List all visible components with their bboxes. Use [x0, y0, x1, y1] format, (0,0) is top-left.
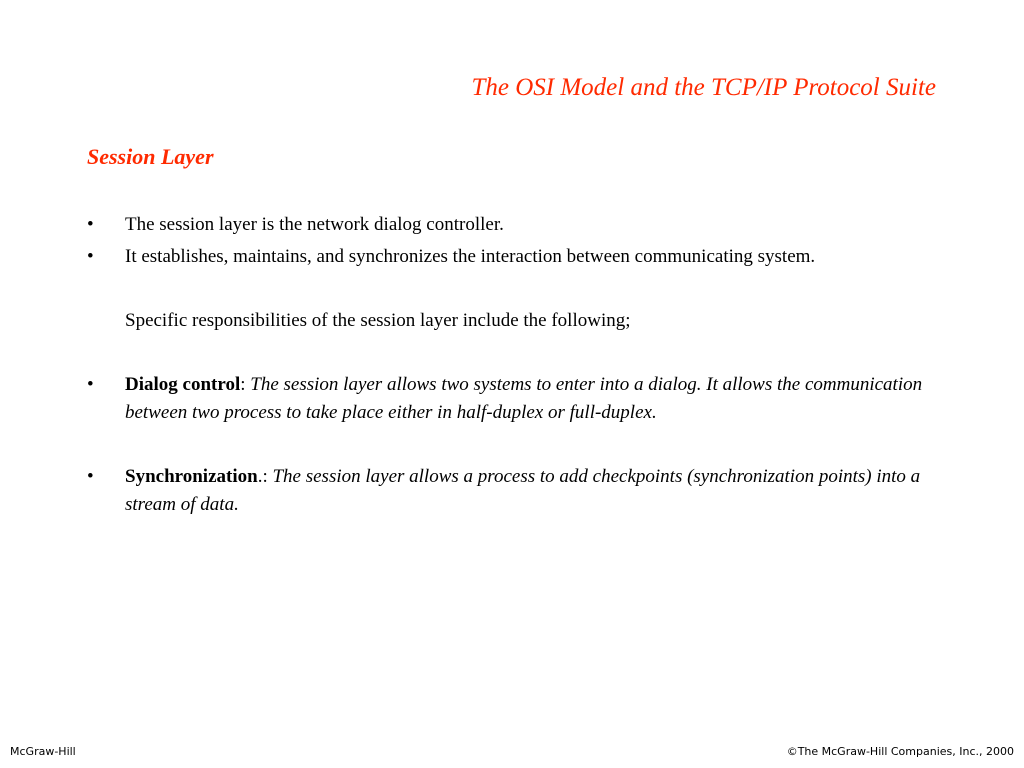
- bullet-marker: •: [87, 214, 94, 235]
- slide-body: [87, 211, 947, 519]
- responsibility-separator: :: [240, 374, 251, 395]
- section-heading: Session Layer: [87, 144, 214, 169]
- footer-copyright: ©The McGraw-Hill Companies, Inc., 2000: [786, 745, 1014, 758]
- responsibility-description: The session layer allows a process to add checkpoints (synchronization points) into a stream of data.: [125, 466, 921, 515]
- responsibility-text: [125, 371, 947, 427]
- slide-title: The OSI Model and the TCP/IP Protocol Suite: [471, 74, 936, 101]
- bullet-text: The session layer is the network dialog controller.: [125, 214, 504, 235]
- responsibility-item: [87, 371, 947, 427]
- bullet-marker: •: [87, 466, 94, 487]
- responsibility-text: [125, 463, 947, 519]
- responsibility-term: Dialog control: [125, 374, 241, 395]
- bullet-item: [87, 211, 947, 239]
- bullet-marker: •: [87, 246, 94, 267]
- responsibility-term: Synchronization: [125, 466, 258, 487]
- responsibility-description: The session layer allows two systems to enter into a dialog. It allows the communication between two process to take place either in half-duplex or full-duplex.: [125, 374, 923, 423]
- bullet-item: [87, 243, 947, 271]
- bullet-marker: •: [87, 374, 94, 395]
- footer-publisher: McGraw-Hill: [10, 745, 76, 758]
- bullet-text: It establishes, maintains, and synchronizes the interaction between communicating system.: [125, 246, 816, 267]
- responsibility-separator: .:: [257, 466, 273, 487]
- responsibility-item: [87, 463, 947, 519]
- responsibilities-intro: Specific responsibilities of the session layer include the following;: [125, 310, 631, 331]
